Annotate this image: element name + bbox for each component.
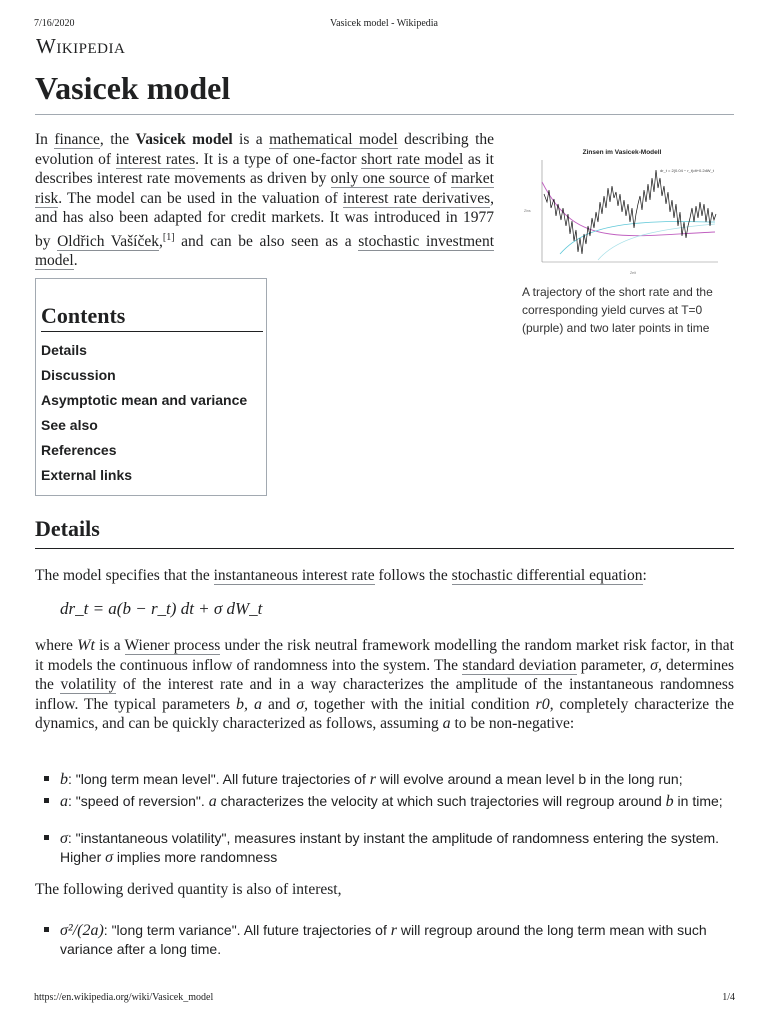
link-instantaneous-interest-rate[interactable]: instantaneous interest rate xyxy=(213,567,375,584)
svg-text:Zeit: Zeit xyxy=(630,271,636,275)
link-short-rate-model[interactable]: short rate model xyxy=(361,150,464,168)
toc-item-see-also[interactable]: See also xyxy=(41,417,98,433)
thumb-chart-title: Zinsen im Vasicek-Modell xyxy=(582,149,662,156)
link-wiener-process[interactable]: Wiener process xyxy=(124,637,221,654)
link-standard-deviation[interactable]: standard deviation xyxy=(462,656,577,674)
link-mathematical-model[interactable]: mathematical model xyxy=(269,131,398,148)
bullet-icon xyxy=(44,835,49,840)
table-of-contents xyxy=(35,278,267,496)
toc-title: Contents xyxy=(41,303,263,332)
toc-item-details[interactable]: Details xyxy=(41,342,87,358)
link-oldrich-vasicek[interactable]: Oldřich Vašíček xyxy=(57,232,159,250)
link-volatility[interactable]: volatility xyxy=(60,676,117,693)
toc-item-discussion[interactable]: Discussion xyxy=(41,367,116,383)
page-title: Vasicek model xyxy=(35,70,231,106)
list-item: b: "long term mean level". All future trajectories of r will evolve around a mean level b in the long run; xyxy=(44,770,734,789)
thumb-legend: dr_t = 2(0.04 − r_t)dt+0.2dW_t xyxy=(660,168,714,173)
print-header-title: Vasicek model - Wikipedia xyxy=(330,18,438,29)
link-interest-rates[interactable]: interest rates xyxy=(115,150,196,168)
details-paragraph-3: The following derived quantity is also of interest, xyxy=(35,881,342,898)
link-finance[interactable]: finance xyxy=(54,131,100,148)
link-stochastic-differential-equation[interactable]: stochastic differential equation xyxy=(451,567,643,584)
reference-1[interactable]: [1] xyxy=(162,231,175,243)
bullet-icon xyxy=(44,927,49,932)
title-divider xyxy=(35,114,734,115)
link-market-risk[interactable]: market risk xyxy=(35,170,494,207)
thumbnail-caption: A trajectory of the short rate and the corresponding yield curves at T=0 (purple) and two later points in time xyxy=(522,285,713,335)
section-divider xyxy=(35,548,734,549)
link-stochastic-investment-model[interactable]: stochastic investment model xyxy=(35,232,494,270)
bullet-icon xyxy=(44,798,49,803)
vasicek-equation: dr_t = a(b − r_t) dt + σ dW_t xyxy=(60,599,263,618)
details-paragraph-2: where Wt is a Wiener process under the risk neutral framework modelling the random market risk factor, in that it models the continuous inflow of randomness into the system. The standard deviation parameter, σ, determines the volatility of the interest rate and in a way characterizes the amplitude of the instantaneous randomness inflow. The typical parameters b, a and σ, together with the initial condition r0, completely characterize the dynamics, and can be quickly characterized as follows, assuming a to be non-negative: xyxy=(35,637,734,732)
list-item: σ²/(2a): "long term variance". All future trajectories of r will regroup around the long term mean with such variance after a long time. xyxy=(44,921,734,958)
list-item: σ: "instantaneous volatility", measures instant by instant the amplitude of randomness entering the system. Higher σ implies more randomness xyxy=(44,829,734,867)
toc-item-asymptotic-mean-and-variance[interactable]: Asymptotic mean and variance xyxy=(41,392,248,408)
wikipedia-wordmark[interactable]: Wikipedia xyxy=(36,34,126,58)
print-footer-url: https://en.wikipedia.org/wiki/Vasicek_model xyxy=(34,992,214,1003)
link-interest-rate-derivatives[interactable]: interest rate derivatives xyxy=(342,189,491,207)
print-page-number: 1/4 xyxy=(722,992,735,1003)
toc-item-references[interactable]: References xyxy=(41,442,117,458)
svg-text:Zins: Zins xyxy=(524,209,531,213)
list-item: a: "speed of reversion". a characterizes the velocity at which such trajectories will regroup around b in time; xyxy=(44,792,734,811)
toc-item-external-links[interactable]: External links xyxy=(41,467,133,483)
details-paragraph-1: The model specifies that the instantaneous interest rate follows the stochastic differential equation: xyxy=(35,567,647,584)
print-date: 7/16/2020 xyxy=(34,18,75,29)
intro-paragraph: In finance, the Vasicek model is a mathematical model describing the evolution of interest rates. It is a type of one-factor short rate model as it describes interest rate movements as driven by only one source of market risk. The model can be used in the valuation of interest rate derivatives, and has also been adapted for credit markets. It was introduced in 1977 by Oldřich Vašíček,[1] and can be also seen as a stochastic investment model. xyxy=(35,131,494,270)
section-heading-details: Details xyxy=(35,516,100,541)
line-chart-thumbnail[interactable] xyxy=(520,142,725,277)
bullet-icon xyxy=(44,776,49,781)
link-only-one-source[interactable]: only one source xyxy=(330,170,430,187)
